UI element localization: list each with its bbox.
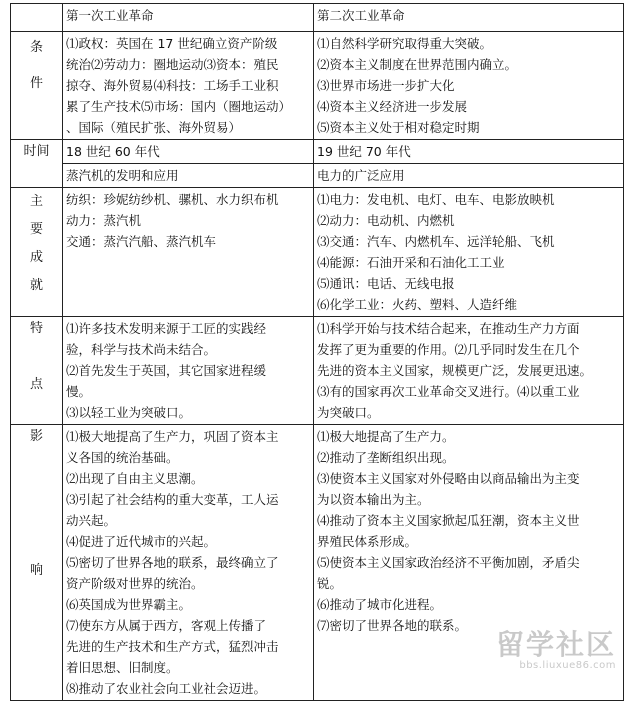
impact-second: ⑴极大地提高了生产力。 ⑵推动了垄断组织出现。 ⑶使资本主义国家对外侵略由以商品输出为主变 为以资本输出为主。 ⑷推动了资本主义国家掀起瓜狂潮，资本主义世 界殖民体系形成。 ⑸使资本主义国家政治经济不平衡加剧，矛盾尖 锐。 ⑹推动了城市化进程。 ⑺密切了世界各地的联系。 [314, 425, 624, 701]
conditions-first: ⑴政权：英国在 17 世纪确立资产阶级 统治⑵劳动力：圈地运动⑶资本：殖民 掠夺、海外贸易⑷科技：工场手工业积 累了生产技术⑸市场：国内（圈地运动） 、国际（殖民扩张、海外贸易） [63, 32, 314, 140]
header-second-revolution: 第二次工业革命 [314, 4, 624, 32]
watermark-logo [496, 630, 616, 671]
achievements-second: ⑴电力：发电机、电灯、电车、电影放映机 ⑵动力：电动机、内燃机 ⑶交通：汽车、内燃机车、远洋轮船、飞机 ⑷能源：石油开采和石油化工工业 ⑸通讯：电话、无线电报 ⑹化学工业：火药、塑料、人造纤维 [314, 188, 624, 317]
label-time: 时间 [11, 140, 63, 188]
header-row [11, 4, 624, 32]
conditions-second: ⑴自然科学研究取得重大突破。 ⑵资本主义制度在世界范围内确立。 ⑶世界市场进一步扩大化 ⑷资本主义经济进一步发展 ⑸资本主义处于相对稳定时期 [314, 32, 624, 140]
impact-first: ⑴极大地提高了生产力，巩固了资本主 义各国的统治基础。 ⑵出现了自由主义思潮。 ⑶引起了社会结构的重大变革，工人运 动兴起。 ⑷促进了近代城市的兴起。 ⑸密切了世界各地的联系，最终确立了 资产阶级对世界的统治。 ⑹英国成为世界霸主。 ⑺使东方从属于西方，客观上传播了 先进的生产技术和生产方式，猛烈冲击 着旧思想、旧制度。 ⑻推动了农业社会向工业社会迈进。 [63, 425, 314, 701]
row-time [11, 140, 624, 164]
time-second: 19 世纪 70 年代 [314, 140, 624, 164]
hallmark-second: 电力的广泛应用 [314, 164, 624, 188]
label-conditions: 条 件 [11, 32, 63, 140]
row-conditions [11, 32, 624, 140]
features-first: ⑴许多技术发明来源于工匠的实践经 验，科学与技术尚未结合。 ⑵首先发生于英国，其它国家进程缓 慢。 ⑶以轻工业为突破口。 [63, 317, 314, 425]
watermark-brand: 留学社区 [495, 628, 616, 661]
header-corner [11, 4, 63, 32]
comparison-table [10, 3, 624, 701]
watermark-url: bbs.liuxue86.com [519, 660, 616, 671]
features-second: ⑴科学开始与技术结合起来，在推动生产力方面 发挥了更为重要的作用。⑵几乎同时发生在几个 先进的资本主义国家，规模更广泛，发展更迅速。 ⑶有的国家再次工业革命交叉进行。⑷以重工业 为突破口。 [314, 317, 624, 425]
label-achievements: 主 要 成 就 [11, 188, 63, 317]
achievements-first: 纺织：珍妮纺纱机、骡机、水力织布机 动力：蒸汽机 交通：蒸汽汽船、蒸汽机车 [63, 188, 314, 317]
hallmark-first: 蒸汽机的发明和应用 [63, 164, 314, 188]
label-impact: 影 响 [11, 425, 63, 701]
time-first: 18 世纪 60 年代 [63, 140, 314, 164]
label-features: 特 点 [11, 317, 63, 425]
header-first-revolution: 第一次工业革命 [63, 4, 314, 32]
row-features [11, 317, 624, 425]
row-hallmark [11, 164, 624, 188]
row-achievements [11, 188, 624, 317]
